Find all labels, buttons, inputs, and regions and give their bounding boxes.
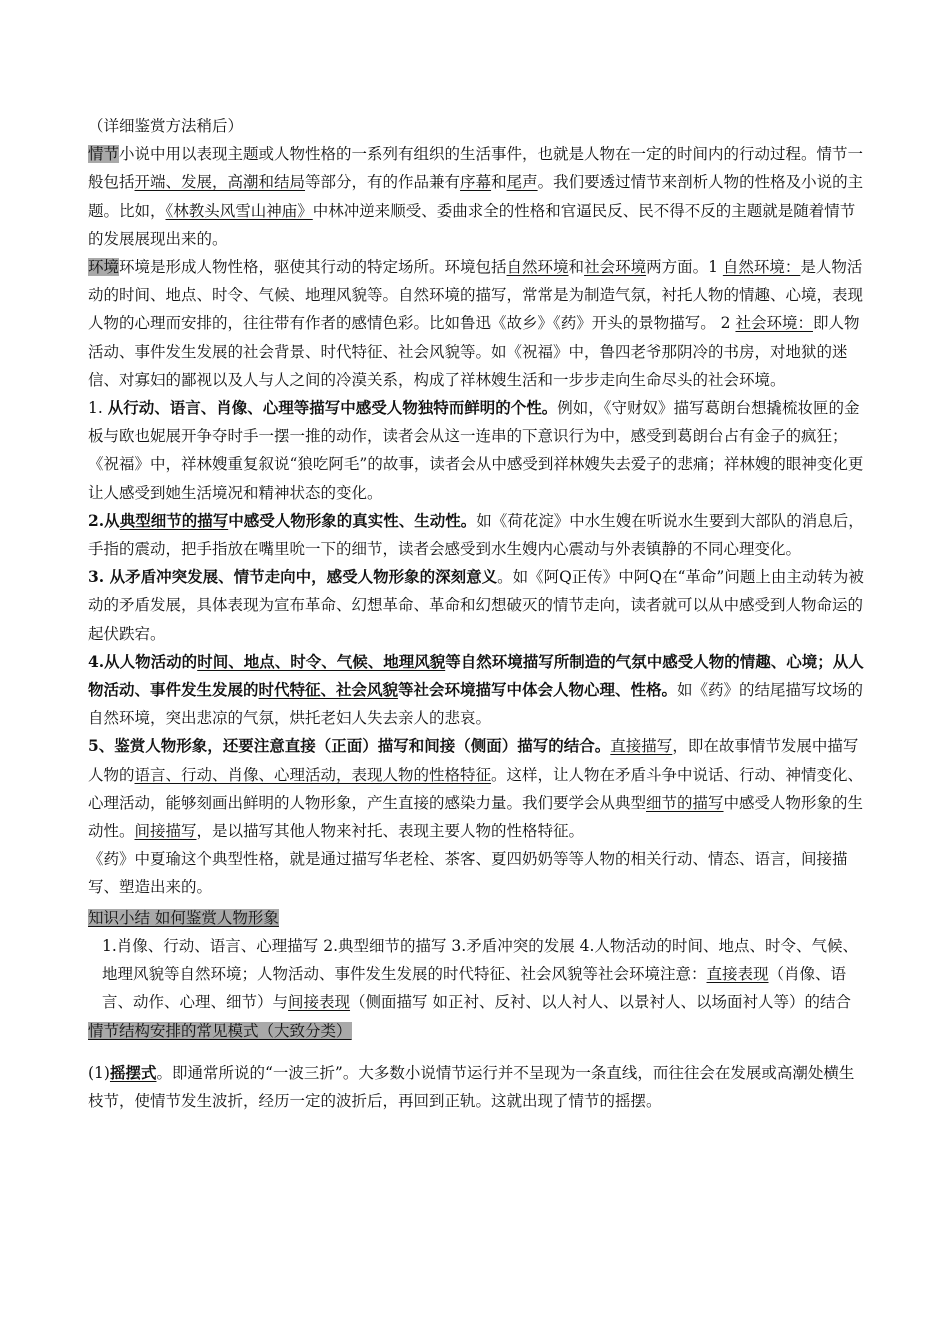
intro-note: （详细鉴赏方法稍后）: [88, 117, 244, 135]
point-3: 3. 从矛盾冲突发展、情节走向中，感受人物形象的深刻意义。如《阿Q正传》中阿Q在“革命”问题上由主动转为被动的矛盾发展，具体表现为宣布革命、幻想革命、革命和幻想破灭的情节走向，读者就可以从中感受到人物命运的起伏跌宕。: [88, 567, 864, 643]
paragraph-environment: 环境环境是形成人物性格，驱使其行动的特定场所。环境包括自然环境和社会环境两方面。1 自然环境：是人物活动的时间、地点、时令、气候、地理风貌等。自然环境的描写，常常是为制造气氛，衬托人物的情趣、心境，表现人物的心理而安排的，往往带有作者的感情色彩。比如鲁迅《故乡》《药》开头的景物描写。 2 社会环境：即人物活动、事件发生发展的社会背景、时代特征、社会风貌等。如《祝福》中，鲁四老爷那阴冷的书房，对地狱的迷信、对寡妇的鄙视以及人与人之间的冷漠关系，构成了祥林嫂生活和一步步走向生命尽头的社会环境。: [88, 258, 864, 389]
paragraph-plot: 情节小说中用以表现主题或人物性格的一系列有组织的生活事件，也就是人物在一定的时间内的行动过程。情节一般包括开端、发展，高潮和结局等部分，有的作品兼有序幕和尾声。我们要透过情节来剖析人物的性格及小说的主题。比如，《林教头风雪山神庙》中林冲逆来顺受、委曲求全的性格和官逼民反、民不得不反的主题就是随着情节的发展展现出来的。: [88, 145, 864, 248]
point-2: 2.从典型细节的描写中感受人物形象的真实性、生动性。如《荷花淀》中水生嫂在听说水生要到大部队的消息后，手指的震动，把手指放在嘴里吮一下的细节，读者会感受到水生嫂内心震动与外表镇静的不同心理变化。: [88, 510, 864, 559]
structure-heading: 情节结构安排的常见模式（大致分类）: [88, 1021, 352, 1040]
structure-item-1: (1)摇摆式。即通常所说的“一波三折”。大多数小说情节运行并不呈现为一条直线，而往往会在发展或高潮处横生枝节，使情节发生波折，经历一定的波折后，再回到正轨。这就出现了情节的摇摆。: [88, 1062, 855, 1110]
env-label: 环境: [88, 258, 120, 277]
point-5-example: 《药》中夏瑜这个典型性格，就是通过描写华老栓、茶客、夏四奶奶等等人物的相关行动、情态、语言，间接描写、塑造出来的。: [88, 850, 848, 897]
document-body: [88, 112, 864, 1115]
point-1: 1. 从行动、语言、肖像、心理等描写中感受人物独特而鲜明的个性。例如，《守财奴》描写葛朗台想撬梳妆匣的金板与欧也妮展开争夺时手一摆一推的动作，读者会从这一连串的下意识行为中，感受到葛朗台占有金子的疯狂；《祝福》中，祥林嫂重复叙说“狼吃阿毛”的故事，读者会从中感受到祥林嫂失去爱子的悲痛；祥林嫂的眼神变化更让人感受到她生活境况和精神状态的变化。: [88, 398, 864, 502]
summary-text: 1.肖像、行动、语言、心理描写 2.典型细节的描写 3.矛盾冲突的发展 4.人物活动的时间、地点、时令、气候、地理风貌等自然环境；人物活动、事件发生发展的时代特征、社会风貌等社会环境注意：直接表现（肖像、语言、动作、心理、细节）与间接表现（侧面描写 如正衬、反衬、以人衬人、以景衬人、以场面衬人等）的结合: [102, 936, 858, 1012]
plot-label: 情节: [88, 145, 120, 164]
point-4: 4.从人物活动的时间、地点、时令、气候、地理风貌等自然环境描写所制造的气氛中感受人物的情趣、心境；从人物活动、事件发生发展的时代特征、社会风貌等社会环境描写中体会人物心理、性格。如《药》的结尾描写坟场的自然环境，突出悲凉的气氛，烘托老妇人失去亲人的悲哀。: [88, 651, 864, 728]
point-5: 5、鉴赏人物形象，还要注意直接（正面）描写和间接（侧面）描写的结合。直接描写，即在故事情节发展中描写人物的语言、行动、肖像、心理活动，表现人物的性格特征。这样，让人物在矛盾斗争中说话、行动、神情变化、心理活动，能够刻画出鲜明的人物形象，产生直接的感染力量。我们要学会从典型细节的描写中感受人物形象的生动性。间接描写，是以描写其他人物来衬托、表现主要人物的性格特征。: [88, 736, 864, 841]
spacer: [88, 1045, 864, 1059]
summary-heading: 知识小结 如何鉴赏人物形象: [88, 908, 279, 927]
